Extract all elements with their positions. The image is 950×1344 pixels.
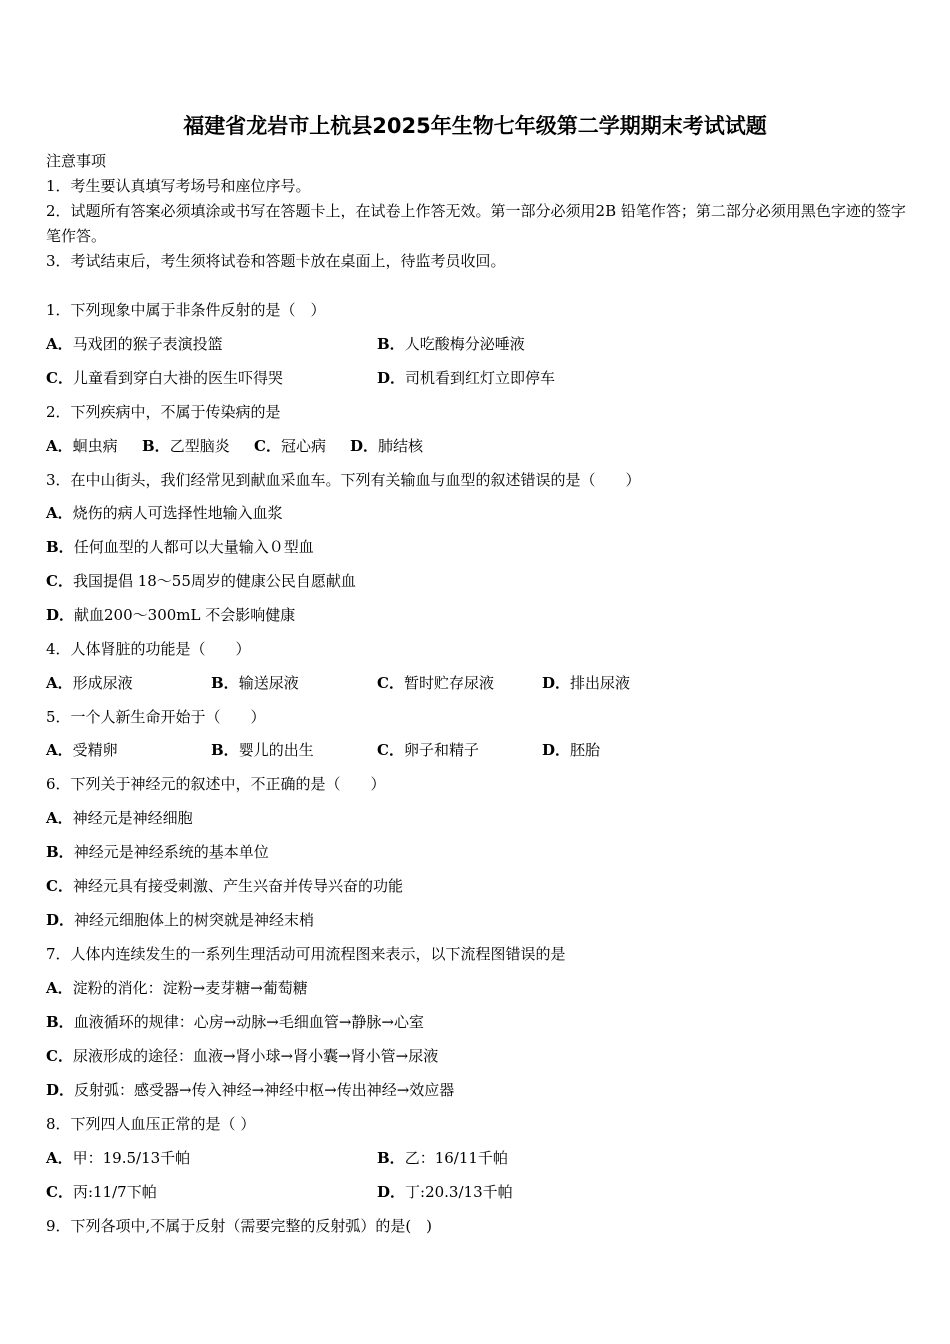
option: B．乙：16/11千帕 — [377, 1149, 508, 1167]
notice-item: 1．考生要认真填写考场号和座位序号。 — [46, 177, 311, 195]
option: D．丁:20.3/13千帕 — [377, 1183, 513, 1201]
option: A．马戏团的猴子表演投篮 — [46, 335, 223, 353]
option: B．神经元是神经系统的基本单位 — [46, 843, 269, 861]
question-stem: 8．下列四人血压正常的是（ ） — [46, 1115, 256, 1133]
option: C．神经元具有接受刺激、产生兴奋并传导兴奋的功能 — [46, 877, 403, 895]
option: B．人吃酸梅分泌唾液 — [377, 335, 525, 353]
notice-item: 3．考试结束后，考生须将试卷和答题卡放在桌面上，待监考员收回。 — [46, 252, 506, 270]
question-stem: 2．下列疾病中，不属于传染病的是 — [46, 403, 281, 421]
option: B．婴儿的出生 — [211, 741, 314, 759]
option: D．神经元细胞体上的树突就是神经末梢 — [46, 911, 315, 929]
option: A．受精卵 — [46, 741, 118, 759]
option: C．我国提倡 18～55周岁的健康公民自愿献血 — [46, 572, 356, 590]
question-stem: 9．下列各项中,不属于反射（需要完整的反射弧）的是( ) — [46, 1217, 433, 1235]
question-stem: 3．在中山街头，我们经常见到献血采血车。下列有关输血与血型的叙述错误的是（ ） — [46, 471, 641, 489]
option: C．卵子和精子 — [377, 741, 479, 759]
option: D．胚胎 — [542, 741, 601, 759]
option: B．血液循环的规律：心房→动脉→毛细血管→静脉→心室 — [46, 1013, 424, 1031]
page-title: 福建省龙岩市上杭县2025年生物七年级第二学期期末考试试题 — [183, 114, 767, 138]
option: A．形成尿液 — [46, 674, 133, 692]
option: C．儿童看到穿白大褂的医生吓得哭 — [46, 369, 283, 387]
option: D．反射弧：感受器→传入神经→神经中枢→传出神经→效应器 — [46, 1081, 455, 1099]
option: C．丙:11/7下帕 — [46, 1183, 157, 1201]
option: B．输送尿液 — [211, 674, 299, 692]
question-stem: 1．下列现象中属于非条件反射的是（ ） — [46, 301, 326, 319]
option: A．神经元是神经细胞 — [46, 809, 193, 827]
option: A．烧伤的病人可选择性地输入血浆 — [46, 504, 283, 522]
option: A．蛔虫病 — [46, 437, 118, 455]
option: D．排出尿液 — [542, 674, 631, 692]
option: A．甲：19.5/13千帕 — [46, 1149, 191, 1167]
option: C．尿液形成的途径：血液→肾小球→肾小囊→肾小管→尿液 — [46, 1047, 439, 1065]
option: C．暂时贮存尿液 — [377, 674, 494, 692]
option: D．司机看到红灯立即停车 — [377, 369, 556, 387]
question-stem: 7．人体内连续发生的一系列生理活动可用流程图来表示，以下流程图错误的是 — [46, 945, 566, 963]
notice-item: 2．试题所有答案必须填涂或书写在答题卡上，在试卷上作答无效。第一部分必须用2B 铅笔作答；第二部分必须用黑色字迹的签字笔作答。 — [46, 202, 906, 245]
question-stem: 4．人体肾脏的功能是（ ） — [46, 640, 251, 658]
option: D．献血200～300mL 不会影响健康 — [46, 606, 296, 624]
option: D．肺结核 — [350, 437, 424, 455]
option: B．任何血型的人都可以大量输入０型血 — [46, 538, 314, 556]
option: A．淀粉的消化：淀粉→麦芽糖→葡萄糖 — [46, 979, 308, 997]
notice-heading: 注意事项 — [46, 152, 107, 170]
option: B．乙型脑炎 — [142, 437, 230, 455]
option: C．冠心病 — [254, 437, 326, 455]
question-stem: 5．一个人新生命开始于（ ） — [46, 708, 266, 726]
question-stem: 6．下列关于神经元的叙述中，不正确的是（ ） — [46, 775, 386, 793]
